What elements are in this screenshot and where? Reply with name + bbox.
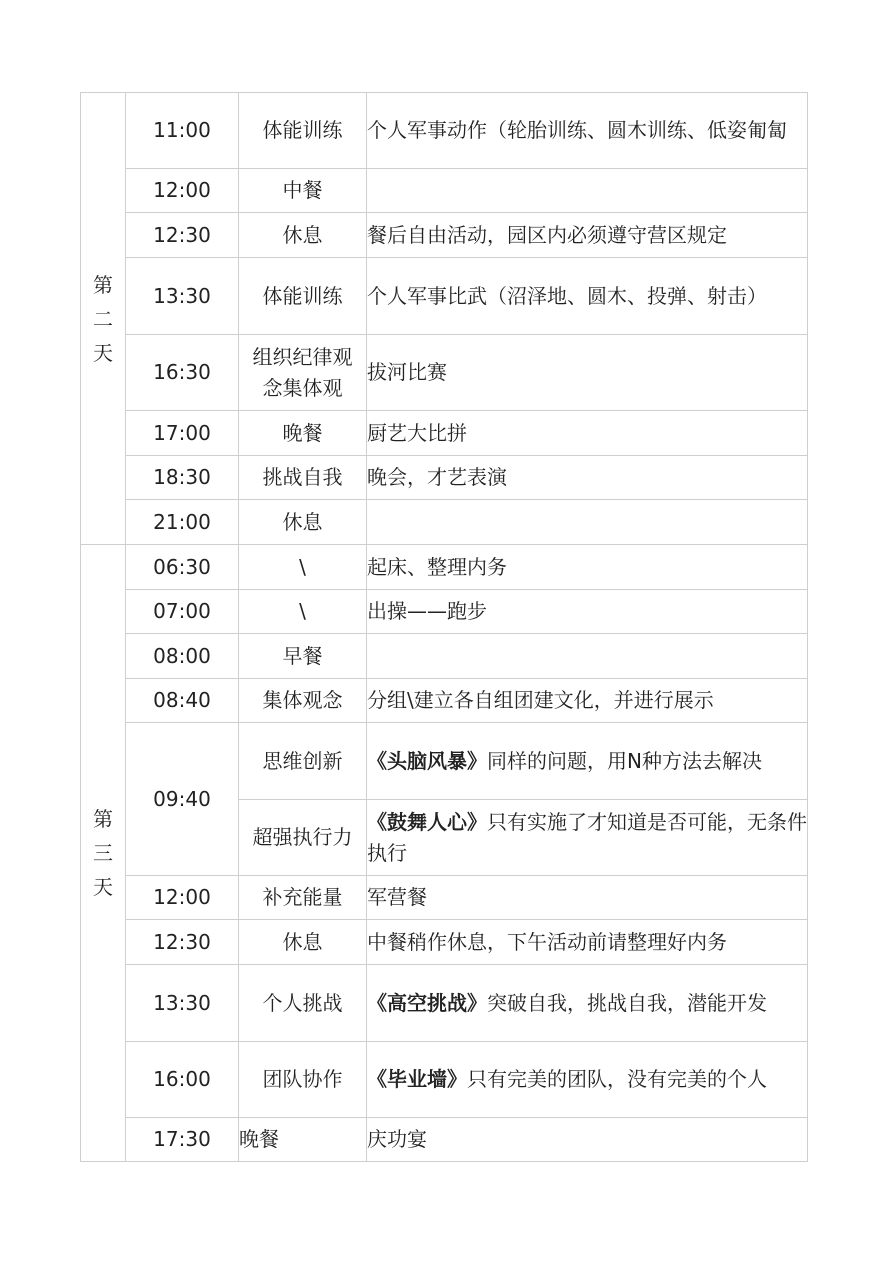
description-text: 只有实施了才知道是否可能，无条件执行 [367, 809, 807, 865]
activity-text: \ [299, 554, 306, 579]
activity-text: 休息 [282, 509, 323, 534]
table-row [81, 634, 808, 679]
activity-title: 《高空挑战》 [367, 990, 487, 1015]
activity-cell [239, 920, 367, 965]
activity-title: 《头脑风暴》 [367, 748, 487, 773]
table-row [81, 965, 808, 1042]
description-text: 出操——跑步 [367, 599, 487, 623]
time-text: 13:30 [153, 283, 211, 308]
time-text: 12:00 [153, 885, 211, 909]
time-cell [126, 876, 239, 920]
activity-text: 中餐 [282, 178, 323, 202]
activity-cell [239, 258, 367, 335]
day-label-text: 第二天 [93, 272, 113, 365]
description-cell [367, 258, 808, 335]
time-cell [126, 545, 239, 590]
activity-cell [239, 723, 367, 800]
time-text: 08:00 [153, 643, 211, 668]
time-cell [126, 590, 239, 634]
table-row [81, 723, 808, 800]
activity-cell [239, 679, 367, 723]
activity-cell [239, 545, 367, 590]
activity-text: 集体观念 [262, 688, 343, 712]
description-cell [367, 800, 808, 876]
table-row [81, 590, 808, 634]
time-cell [126, 93, 239, 169]
time-text: 12:00 [153, 178, 211, 202]
time-text: 16:30 [153, 360, 211, 384]
activity-cell [239, 411, 367, 456]
time-text: 07:00 [153, 599, 211, 623]
description-cell [367, 590, 808, 634]
day-label [81, 545, 126, 1162]
description-text: 只有完美的团队，没有完美的个人 [467, 1067, 767, 1091]
activity-text: 团队协作 [262, 1067, 343, 1091]
table-row [81, 679, 808, 723]
table-row [81, 500, 808, 545]
description-cell [367, 723, 808, 800]
activity-cell [239, 1118, 367, 1162]
time-cell [126, 213, 239, 258]
description-cell [367, 1042, 808, 1118]
activity-cell [239, 634, 367, 679]
time-text: 13:30 [153, 990, 211, 1015]
time-cell [126, 723, 239, 876]
activity-text: 晚餐 [239, 1127, 279, 1151]
time-text: 18:30 [153, 465, 211, 489]
description-cell [367, 335, 808, 411]
activity-cell [239, 800, 367, 876]
day-label [81, 93, 126, 545]
description-cell [367, 411, 808, 456]
table-row [81, 545, 808, 590]
description-cell [367, 679, 808, 723]
time-cell [126, 258, 239, 335]
time-text: 17:30 [153, 1127, 211, 1151]
time-cell [126, 679, 239, 723]
activity-text: 挑战自我 [262, 465, 343, 489]
table-row [81, 1118, 808, 1162]
table-row [81, 213, 808, 258]
activity-text: 晚餐 [282, 420, 323, 445]
activity-cell [239, 1042, 367, 1118]
time-text: 06:30 [153, 554, 211, 579]
time-text: 12:30 [153, 222, 211, 247]
activity-text: 补充能量 [262, 885, 343, 909]
activity-text: 休息 [282, 222, 323, 247]
description-text: 个人军事比武（沼泽地、圆木、投弹、射击） [367, 283, 767, 308]
time-text: 11:00 [153, 118, 211, 142]
time-cell [126, 411, 239, 456]
activity-cell [239, 456, 367, 500]
activity-cell [239, 169, 367, 213]
table-row [81, 1042, 808, 1118]
description-cell [367, 965, 808, 1042]
activity-title: 《鼓舞人心》 [367, 809, 487, 834]
description-cell [367, 169, 808, 213]
activity-cell [239, 965, 367, 1042]
table-row [81, 258, 808, 335]
time-cell [126, 1118, 239, 1162]
time-text: 21:00 [153, 509, 211, 534]
activity-cell [239, 335, 367, 411]
description-cell [367, 500, 808, 545]
time-cell [126, 920, 239, 965]
description-text: 中餐稍作休息，下午活动前请整理好内务 [367, 929, 727, 954]
activity-text: 早餐 [282, 643, 323, 668]
table-row [81, 920, 808, 965]
time-cell [126, 1042, 239, 1118]
schedule-table [80, 92, 808, 1162]
time-cell [126, 169, 239, 213]
table-row [81, 411, 808, 456]
description-text: 拔河比赛 [367, 360, 447, 384]
description-text: 分组\建立各自组团建文化，并进行展示 [367, 688, 714, 712]
schedule-body [81, 93, 808, 1162]
description-cell [367, 1118, 808, 1162]
activity-cell [239, 213, 367, 258]
day-label-text: 第三天 [93, 807, 113, 899]
description-text: 军营餐 [367, 885, 427, 909]
activity-text: 休息 [282, 929, 323, 954]
activity-cell [239, 500, 367, 545]
activity-text: 组织纪律观念集体观 [252, 344, 353, 400]
description-text: 同样的问题，用N种方法去解决 [487, 748, 762, 773]
activity-text: \ [299, 599, 306, 623]
description-text: 晚会，才艺表演 [367, 465, 507, 489]
table-row [81, 169, 808, 213]
activity-cell [239, 876, 367, 920]
description-text: 突破自我，挑战自我，潜能开发 [487, 990, 767, 1015]
activity-text: 个人挑战 [262, 990, 343, 1015]
time-text: 09:40 [153, 786, 211, 811]
activity-cell [239, 590, 367, 634]
description-text: 起床、整理内务 [367, 554, 507, 579]
time-cell [126, 634, 239, 679]
time-cell [126, 965, 239, 1042]
activity-text: 思维创新 [262, 748, 343, 773]
time-text: 16:00 [153, 1067, 211, 1091]
description-text: 厨艺大比拼 [367, 420, 467, 445]
description-cell [367, 920, 808, 965]
description-cell [367, 456, 808, 500]
description-cell [367, 213, 808, 258]
table-row [81, 93, 808, 169]
activity-text: 体能训练 [262, 118, 343, 142]
description-text: 餐后自由活动，园区内必须遵守营区规定 [367, 222, 727, 247]
table-row [81, 335, 808, 411]
time-text: 12:30 [153, 929, 211, 954]
description-text: 庆功宴 [367, 1127, 427, 1151]
activity-text: 超强执行力 [252, 825, 353, 849]
activity-title: 《毕业墙》 [367, 1067, 467, 1091]
activity-text: 体能训练 [262, 283, 343, 308]
description-cell [367, 876, 808, 920]
time-text: 08:40 [153, 688, 211, 712]
activity-cell [239, 93, 367, 169]
table-row [81, 456, 808, 500]
time-text: 17:00 [153, 420, 211, 445]
description-cell [367, 634, 808, 679]
time-cell [126, 500, 239, 545]
table-row [81, 876, 808, 920]
description-cell [367, 93, 808, 169]
time-cell [126, 335, 239, 411]
description-cell [367, 545, 808, 590]
description-text: 个人军事动作（轮胎训练、圆木训练、低姿匍匐 [367, 118, 787, 142]
time-cell [126, 456, 239, 500]
